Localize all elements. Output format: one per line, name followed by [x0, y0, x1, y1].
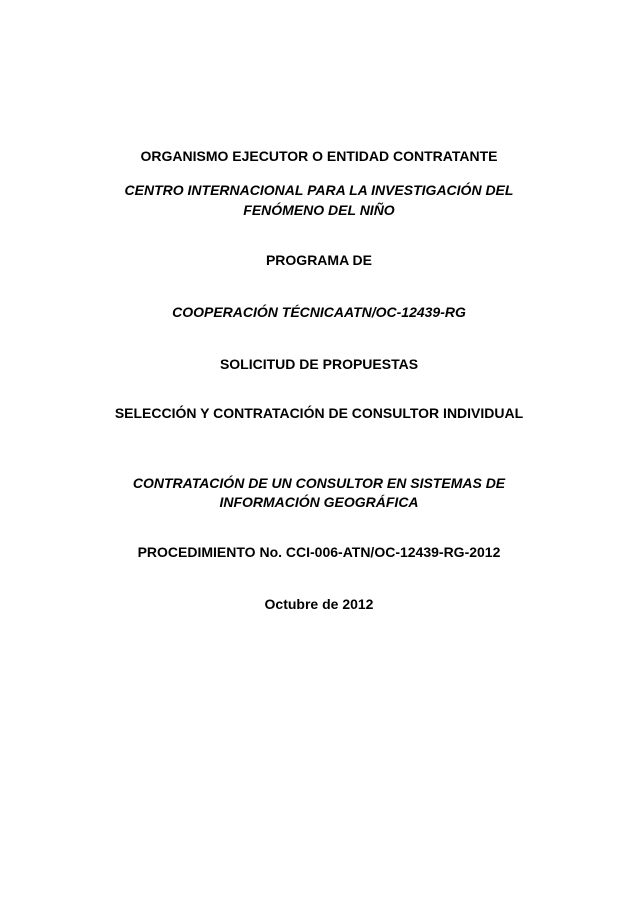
entidad-name-line1: CENTRO INTERNACIONAL PARA LA INVESTIGACIÓN DEL	[124, 182, 514, 198]
procedimiento-number: PROCEDIMIENTO No. CCI-006-ATN/OC-12439-RG-2012	[137, 544, 501, 560]
contratacion-title-line2: INFORMACIÓN GEOGRÁFICA	[219, 494, 419, 510]
programa-name: COOPERACIÓN TÉCNICAATN/OC-12439-RG	[172, 304, 466, 320]
seleccion-title: SELECCIÓN Y CONTRATACIÓN DE CONSULTOR INDIVIDUAL	[114, 405, 524, 421]
entidad-name-line2: FENÓMENO DEL NIÑO	[243, 202, 395, 218]
document-date: Octubre de 2012	[264, 596, 374, 612]
programa-label: PROGRAMA DE	[265, 252, 373, 268]
contratacion-title-line1: CONTRATACIÓN DE UN CONSULTOR EN SISTEMAS DE	[132, 475, 506, 491]
solicitud-title: SOLICITUD DE PROPUESTAS	[219, 356, 419, 372]
organismo-heading: ORGANISMO EJECUTOR O ENTIDAD CONTRATANTE	[140, 148, 498, 164]
